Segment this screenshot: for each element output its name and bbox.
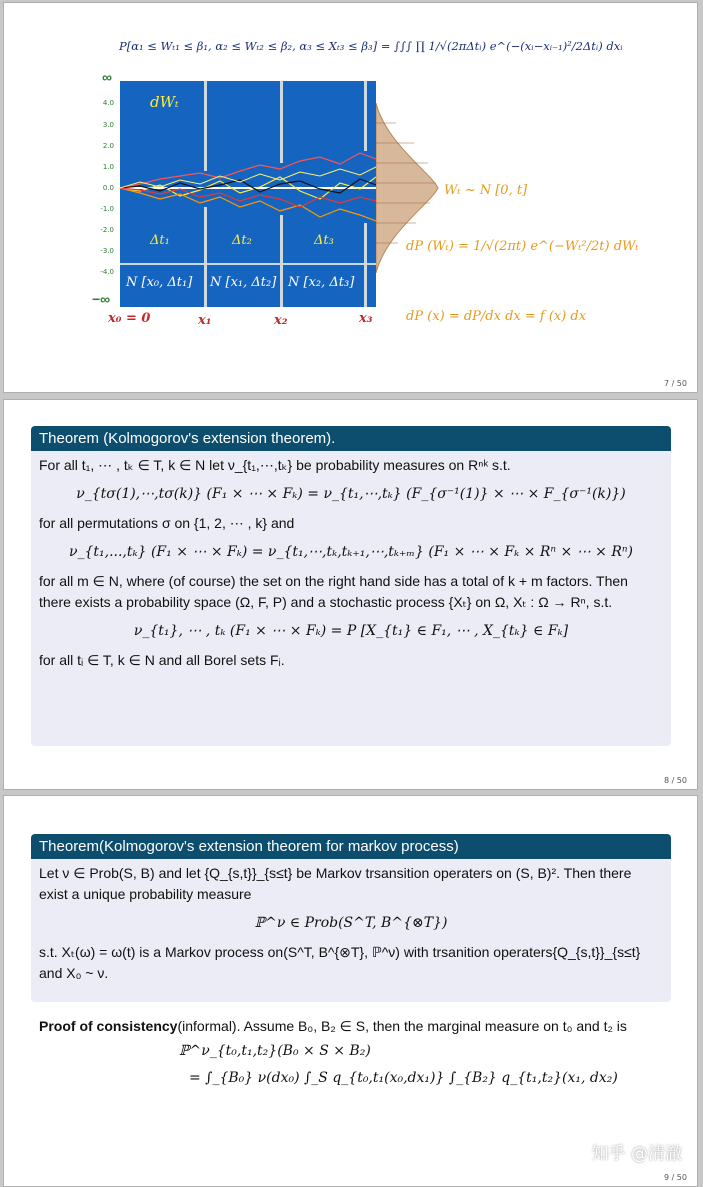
theorem-block xyxy=(31,834,671,1002)
brownian-paths xyxy=(120,81,376,307)
barrier-3-top xyxy=(364,81,367,151)
theorem-title: Theorem(Kolmogorov's extension theorem for markov process) xyxy=(31,834,671,859)
divider-line xyxy=(120,263,376,265)
marginal-equation-line-2: = ∫_{B₀} ν(dx₀) ∫_S q_{t₀,t₁(x₀,dx₁)} ∫_{B₂} q_{t₁,t₂}(x₁, dx₂) xyxy=(189,1070,618,1086)
page-number: 9 / 50 xyxy=(663,1173,687,1182)
barrier-2-bottom xyxy=(280,215,283,307)
theorem-line: Let ν ∈ Prob(S, B) and let {Q_{s,t}}_{s≤t} be Markov trsansition operaters on (S, B)². Then there exist a unique probability measure xyxy=(39,865,632,902)
theorem-line: for all permutations σ on {1, 2, ⋯ , k} and xyxy=(39,515,295,531)
y-tick-neg-inf: −∞ xyxy=(92,291,111,307)
y-tick-inf: ∞ xyxy=(102,69,112,85)
theorem-block xyxy=(31,426,671,746)
consistency-equation-1: ν_{tσ(1),⋯,tσ(k)} (F₁ × ⋯ × Fₖ) = ν_{t₁,⋯,tₖ} (F_{σ⁻¹(1)} × ⋯ × F_{σ⁻¹(k)}) xyxy=(76,486,626,502)
barrier-2-top xyxy=(280,81,283,163)
theorem-line: s.t. Xₜ(ω) = ω(t) is a Markov process on(S^T, B^{⊗T}, ℙ^ν) with trsanition operaters{Q_{s,t}}_{s≤t} and X₀ ~ ν. xyxy=(39,944,641,981)
consistency-equation-2: ν_{t₁,...,tₖ} (F₁ × ⋯ × Fₖ) = ν_{t₁,⋯,tₖ,tₖ₊₁,⋯,tₖ₊ₘ} (F₁ × ⋯ × Fₖ × Rⁿ × ⋯ × Rⁿ) xyxy=(68,544,634,560)
y-tick: 0.0 xyxy=(102,184,114,192)
x1-label: x₁ xyxy=(198,313,212,328)
gaussian-density-curve xyxy=(376,83,446,303)
joint-probability-equation: P[α₁ ≤ Wₜ₁ ≤ β₁, α₂ ≤ Wₜ₂ ≤ β₂, α₃ ≤ Xₜ₃ ≤ β₃] = ∫∫∫ ∏ 1/√(2πΔtᵢ) e^(−(xᵢ−xᵢ₋₁)²/2Δtᵢ) dxᵢ xyxy=(119,39,623,53)
normal-1-label: N [x₀, Δt₁] xyxy=(126,275,193,290)
theorem-line: For all t₁, ⋯ , tₖ ∈ T, k ∈ N let ν_{t₁,⋯,tₖ} be probability measures on Rⁿᵏ s.t. xyxy=(39,457,511,473)
page-number: 7 / 50 xyxy=(663,379,687,388)
page-number: 8 / 50 xyxy=(663,776,687,785)
y-tick: 4.0 xyxy=(102,99,114,107)
y-tick: 2.0 xyxy=(102,142,114,150)
x0-label: x₀ = 0 xyxy=(108,311,151,326)
delta-t1-label: Δt₁ xyxy=(150,233,170,248)
normal-2-label: N [x₁, Δt₂] xyxy=(210,275,277,290)
y-tick: 1.0 xyxy=(102,163,114,171)
slide-8 xyxy=(3,399,698,790)
y-tick: -4.0 xyxy=(100,268,114,276)
wiener-process-plot xyxy=(120,81,376,307)
existence-equation: ν_{t₁}, ⋯ , tₖ (F₁ × ⋯ × Fₖ) = P [X_{t₁} ∈ F₁, ⋯ , X_{tₖ} ∈ Fₖ] xyxy=(133,623,569,639)
pdf-equation: dP (x) = dP/dx dx = f (x) dx xyxy=(406,309,587,324)
delta-t2-label: Δt₂ xyxy=(232,233,252,248)
barrier-1-top xyxy=(204,81,207,171)
theorem-line: for all m ∈ N, where (of course) the set on the right hand side has a total of k + m factors. Then there exists a probability space (Ω, F, P) and a stochastic process {Xₜ} on Ω, Xₜ : Ω → Rⁿ, s.t. xyxy=(39,573,628,610)
barrier-1-bottom xyxy=(204,207,207,307)
y-tick: 3.0 xyxy=(102,121,114,129)
normal-3-label: N [x₂, Δt₃] xyxy=(288,275,355,290)
dW-label: dWₜ xyxy=(150,93,179,111)
x3-label: x₃ xyxy=(359,311,373,326)
theorem-line: for all tᵢ ∈ T, k ∈ N and all Borel sets Fᵢ. xyxy=(39,652,285,668)
y-tick: -1.0 xyxy=(100,205,114,213)
y-tick: -3.0 xyxy=(100,247,114,255)
density-equation: dP (Wₜ) = 1/√(2πt) e^(−Wₜ²/2t) dWₜ xyxy=(406,239,639,254)
barrier-3-bottom xyxy=(364,223,367,307)
slide-9 xyxy=(3,795,698,1187)
marginal-equation-line-1: ℙ^ν_{t₀,t₁,t₂}(B₀ × S × B₂) xyxy=(179,1043,371,1059)
measure-equation: ℙ^ν ∈ Prob(S^T, B^{⊗T}) xyxy=(254,915,448,931)
x2-label: x₂ xyxy=(274,313,288,328)
proof-text: (informal). Assume B₀, B₂ ∈ S, then the marginal measure on t₀ and t₂ is xyxy=(177,1018,627,1034)
slide-7 xyxy=(3,2,698,393)
theorem-title: Theorem (Kolmogorov's extension theorem). xyxy=(31,426,671,451)
watermark: 知乎 @清澈 xyxy=(591,1144,682,1164)
y-tick: -2.0 xyxy=(100,226,114,234)
delta-t3-label: Δt₃ xyxy=(314,233,334,248)
proof-label: Proof of consistency xyxy=(39,1018,178,1034)
proof-block xyxy=(39,1016,669,1089)
distribution-label: Wₜ ~ N [0, t] xyxy=(444,183,528,198)
